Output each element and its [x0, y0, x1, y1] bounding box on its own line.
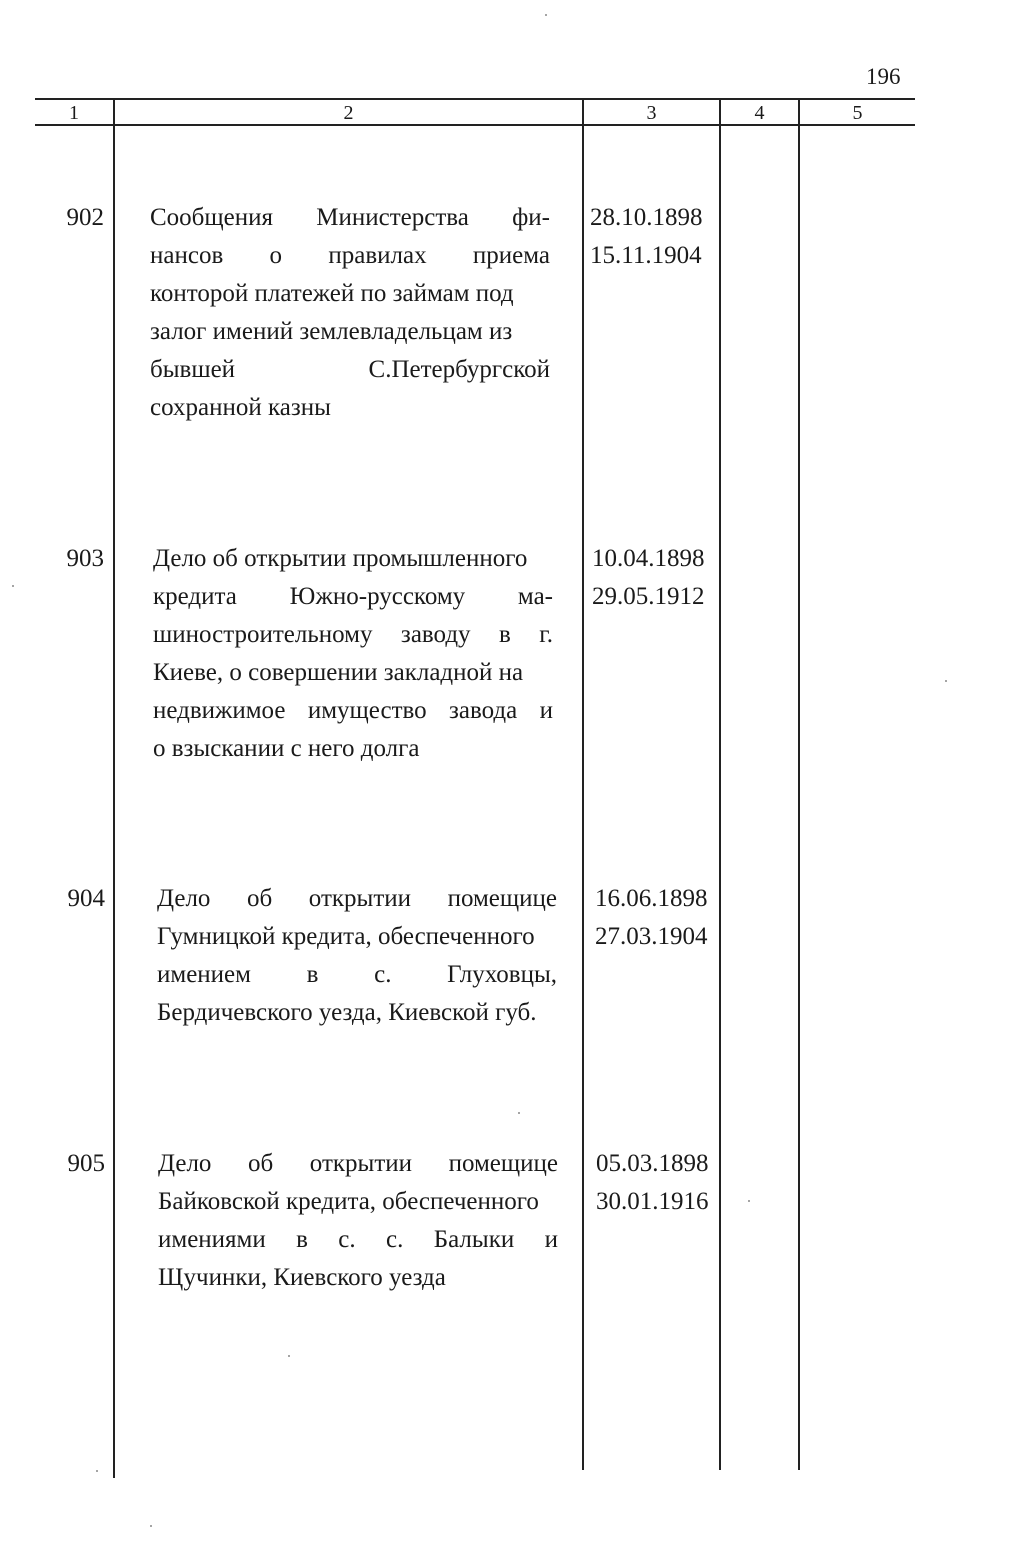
scan-speck [748, 1200, 750, 1202]
column-divider-2 [582, 98, 584, 1470]
column-divider-3 [719, 98, 721, 1470]
entry-number: 903 [66, 545, 104, 572]
description-line: Бердичевского уезда, Киевской губ. [157, 999, 537, 1026]
description-line: шиностроительному заводу в г. [153, 621, 553, 648]
page-number: 196 [866, 64, 901, 89]
scan-speck [12, 585, 14, 587]
description-line: Байковской кредита, обеспеченного [158, 1188, 539, 1215]
description-line: нансов о правилах приема [150, 242, 550, 269]
description-line: Киеве, о совершении закладной на [153, 659, 524, 686]
scan-speck [945, 680, 947, 682]
description-line: залог имений землевладельцам из [150, 318, 513, 345]
entry-number: 904 [67, 885, 105, 912]
description-line: Дело об открытии промышленного [153, 545, 528, 572]
description-line: о взыскании с него долга [153, 735, 420, 762]
scan-speck [518, 1112, 520, 1114]
scan-speck [288, 1355, 290, 1357]
description-line: Дело об открытии помещице [158, 1150, 558, 1177]
entry-dates [595, 880, 725, 956]
column-header-1: 1 [69, 102, 79, 124]
description-line: бывшей С.Петербургской [150, 356, 550, 383]
scan-speck [545, 14, 547, 16]
entry-description [158, 1145, 558, 1297]
description-line: имениями в с. с. Балыки и [158, 1226, 558, 1253]
column-header-4: 4 [754, 102, 765, 124]
description-line: сохранной казны [150, 394, 331, 421]
date-end: 29.05.1912 [592, 583, 705, 610]
description-line: конторой платежей по займам под [150, 280, 514, 307]
date-start: 10.04.1898 [592, 545, 705, 572]
column-divider-4 [798, 98, 800, 1470]
header-top-rule [35, 98, 915, 100]
column-header-5: 5 [852, 102, 863, 124]
date-start: 16.06.1898 [595, 885, 708, 912]
scan-speck [150, 1525, 152, 1527]
column-header-2: 2 [343, 102, 354, 124]
description-line: кредита Южно-русскому ма- [153, 583, 553, 610]
date-end: 30.01.1916 [596, 1188, 709, 1215]
column-divider-1 [113, 98, 115, 1478]
entry-description [153, 540, 553, 768]
description-line: Дело об открытии помещице [157, 885, 557, 912]
entry-dates [590, 199, 720, 275]
date-end: 27.03.1904 [595, 923, 708, 950]
date-start: 05.03.1898 [596, 1150, 709, 1177]
description-line: имением в с. Глуховцы, [157, 961, 557, 988]
entry-dates [592, 540, 722, 616]
column-header-3: 3 [646, 102, 657, 124]
entry-number: 902 [66, 204, 104, 231]
description-line: Щучинки, Киевского уезда [158, 1264, 446, 1291]
entry-number: 905 [67, 1150, 105, 1177]
description-line: Сообщения Министерства фи- [150, 204, 550, 231]
entry-description [157, 880, 557, 1032]
description-line: недвижимое имущество завода и [153, 697, 553, 724]
header-bottom-rule [35, 124, 915, 126]
date-start: 28.10.1898 [590, 204, 703, 231]
entry-description [150, 199, 550, 427]
description-line: Гумницкой кредита, обеспеченного [157, 923, 535, 950]
date-end: 15.11.1904 [590, 242, 702, 269]
scan-speck [96, 1470, 98, 1472]
entry-dates [596, 1145, 726, 1221]
